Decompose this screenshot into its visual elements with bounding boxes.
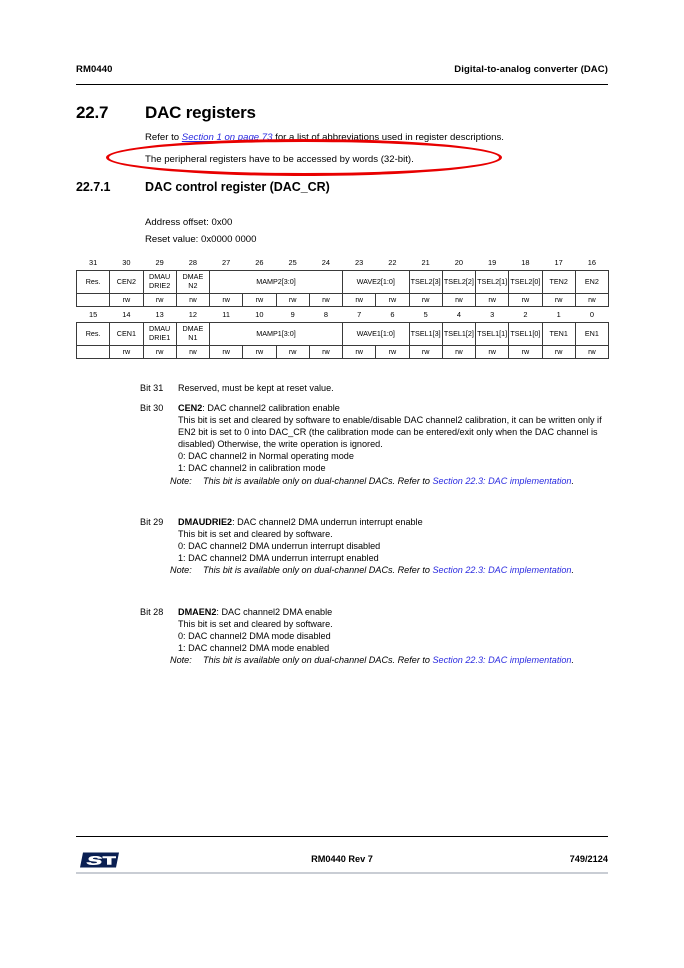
register-bit-table-high — [76, 257, 609, 307]
bit-access: rw — [176, 346, 209, 359]
bit-field-name: TSEL2[1] — [476, 271, 509, 294]
register-bit-table-low — [76, 309, 609, 359]
bit-access: rw — [210, 346, 243, 359]
bit-number: 7 — [357, 309, 362, 319]
bit-description-title: DMAEN2: DAC channel2 DMA enable — [178, 607, 333, 617]
bit-field-name: WAVE1[1:0] — [343, 323, 410, 346]
bit-description-title: DMAUDRIE2: DAC channel2 DMA underrun interrupt enable — [178, 517, 423, 527]
bit-description-line: 0: DAC channel2 DMA underrun interrupt disabled — [178, 541, 381, 552]
bit-access: rw — [276, 294, 309, 307]
bit-access: rw — [243, 294, 276, 307]
bit-number: 3 — [490, 309, 495, 319]
bit-access: rw — [276, 346, 309, 359]
bit-description — [140, 382, 620, 394]
bit-number: 21 — [421, 257, 430, 267]
bit-description-note — [170, 654, 620, 666]
bit-description — [140, 516, 620, 576]
bit-access: rw — [243, 346, 276, 359]
bit-number: 23 — [355, 257, 364, 267]
bit-number: 16 — [587, 257, 596, 267]
bit-number: 15 — [89, 309, 98, 319]
header-doc-id: RM0440 — [76, 64, 113, 75]
header-chapter-title: Digital-to-analog converter (DAC) — [454, 64, 608, 75]
bit-access-empty — [77, 294, 110, 307]
note-keyword: Note: — [170, 475, 192, 486]
bit-number: 14 — [122, 309, 131, 319]
bit-description-title: CEN2: DAC channel2 calibration enable — [178, 403, 340, 413]
section-1-link[interactable]: Section 1 on page 73 — [181, 132, 273, 143]
bit-field-name: MAMP2[3:0] — [210, 271, 343, 294]
bit-access: rw — [376, 294, 409, 307]
dac-implementation-link[interactable]: Section 22.3: DAC implementation — [432, 655, 572, 666]
bit-access: rw — [409, 346, 442, 359]
bit-access: rw — [343, 346, 376, 359]
bit-field-name: CEN2 — [110, 271, 143, 294]
page-running-header — [76, 64, 608, 75]
dac-implementation-link[interactable]: Section 22.3: DAC implementation — [432, 565, 572, 576]
bit-access: rw — [376, 346, 409, 359]
bit-description-label: Bit 30 — [140, 403, 164, 413]
bit-description-line: 0: DAC channel2 DMA mode disabled — [178, 631, 331, 642]
bit-field-name: EN1 — [575, 323, 608, 346]
bit-field-reserved: Res. — [77, 271, 110, 294]
footer-divider — [76, 836, 608, 837]
section-number: 22.7 — [76, 103, 109, 122]
note-body: This bit is available only on dual-channel DACs. Refer to Section 22.3: DAC implementation. — [203, 655, 575, 666]
bit-field-name: TSEL1[1] — [476, 323, 509, 346]
bit-access-row-low — [77, 346, 609, 359]
bit-field-name: DMAU DRIE2 — [143, 271, 176, 294]
bit-access: rw — [210, 294, 243, 307]
bit-access: rw — [476, 346, 509, 359]
peripheral-access-note: The peripheral registers have to be accessed by words (32-bit). — [145, 154, 414, 165]
subsection-number: 22.7.1 — [76, 180, 111, 194]
bit-field-name: TSEL1[3] — [409, 323, 442, 346]
bit-description-line: This bit is set and cleared by software. — [178, 529, 333, 540]
bit-number: 27 — [222, 257, 231, 267]
bit-field-name: TSEL1[0] — [509, 323, 542, 346]
bit-number: 2 — [523, 309, 528, 319]
bit-access: rw — [476, 294, 509, 307]
footer-bottom-divider — [76, 872, 608, 874]
bit-number: 13 — [155, 309, 164, 319]
bit-description-note — [170, 475, 620, 487]
bit-access: rw — [343, 294, 376, 307]
bit-description-line: This bit is set and cleared by software to enable/disable DAC channel2 calibration, it can be written only if EN2 bit is set to 0 into DAC_CR (the calibration mode can be entered/exit only when the DAC channel is disabled) Otherwise, the write operation is ignored. — [178, 415, 602, 450]
bit-field-identifier: DMAUDRIE2 — [178, 517, 233, 527]
bit-number: 29 — [155, 257, 164, 267]
footer-revision: RM0440 Rev 7 — [311, 854, 373, 864]
bit-access: rw — [110, 294, 143, 307]
bit-number: 6 — [390, 309, 395, 319]
bit-number: 28 — [188, 257, 197, 267]
note-body: This bit is available only on dual-channel DACs. Refer to Section 22.3: DAC implementation. — [203, 565, 575, 576]
bit-access: rw — [509, 346, 542, 359]
bit-description-line: 1: DAC channel2 DMA underrun interrupt enabled — [178, 553, 379, 564]
bit-access: rw — [143, 294, 176, 307]
bit-field-name: TSEL2[0] — [509, 271, 542, 294]
bit-number: 17 — [554, 257, 563, 267]
bit-number-row-low — [77, 309, 609, 323]
bit-access: rw — [309, 294, 342, 307]
bit-number: 12 — [188, 309, 197, 319]
bit-description-title: Reserved, must be kept at reset value. — [178, 383, 334, 393]
footer-page-number: 749/2124 — [569, 854, 608, 864]
bit-field-name: DMAE N1 — [176, 323, 209, 346]
bit-access-empty — [77, 346, 110, 359]
bit-access: rw — [409, 294, 442, 307]
bit-field-name: DMAE N2 — [176, 271, 209, 294]
bit-field-name: EN2 — [575, 271, 608, 294]
bit-number: 4 — [456, 309, 461, 319]
bit-access: rw — [143, 346, 176, 359]
bit-field-name: WAVE2[1:0] — [343, 271, 410, 294]
bit-field-name: TSEL2[2] — [442, 271, 475, 294]
bit-access: rw — [575, 294, 608, 307]
bit-access: rw — [309, 346, 342, 359]
bit-description-line: 0: DAC channel2 in Normal operating mode — [178, 451, 354, 462]
bit-field-row-high — [77, 271, 609, 294]
bit-number: 8 — [323, 309, 328, 319]
bit-description-line: 1: DAC channel2 DMA mode enabled — [178, 643, 330, 654]
bit-field-name: TEN2 — [542, 271, 575, 294]
bit-number: 18 — [521, 257, 530, 267]
bit-access-row-high — [77, 294, 609, 307]
bit-access: rw — [442, 294, 475, 307]
bit-description — [140, 402, 620, 487]
header-divider — [76, 84, 608, 85]
bit-field-reserved: Res. — [77, 323, 110, 346]
bit-number: 11 — [222, 309, 230, 319]
dac-implementation-link[interactable]: Section 22.3: DAC implementation — [432, 475, 572, 486]
note-keyword: Note: — [170, 565, 192, 576]
bit-access: rw — [176, 294, 209, 307]
bit-number: 9 — [290, 309, 295, 319]
bit-access: rw — [442, 346, 475, 359]
bit-field-name: TSEL2[3] — [409, 271, 442, 294]
section-title: DAC registers — [145, 103, 256, 122]
bit-number: 30 — [122, 257, 131, 267]
address-offset-line: Address offset: 0x00 — [145, 217, 233, 228]
bit-description-label: Bit 28 — [140, 607, 164, 617]
bit-access: rw — [509, 294, 542, 307]
bit-number: 19 — [488, 257, 497, 267]
bit-description — [140, 606, 620, 666]
bit-number: 26 — [255, 257, 264, 267]
bit-field-row-low — [77, 323, 609, 346]
bit-field-name: CEN1 — [110, 323, 143, 346]
bit-number: 0 — [589, 309, 594, 319]
section-heading — [76, 103, 608, 123]
bit-field-name: DMAU DRIE1 — [143, 323, 176, 346]
bit-access: rw — [542, 294, 575, 307]
note-keyword: Note: — [170, 655, 192, 666]
bit-field-name: MAMP1[3:0] — [210, 323, 343, 346]
bit-field-name: TEN1 — [542, 323, 575, 346]
bit-description-note — [170, 564, 620, 576]
bit-number: 24 — [321, 257, 330, 267]
bit-number: 22 — [388, 257, 397, 267]
bit-description-line: 1: DAC channel2 in calibration mode — [178, 463, 326, 474]
reset-value-line: Reset value: 0x0000 0000 — [145, 234, 257, 245]
bit-number: 31 — [89, 257, 98, 267]
bit-number: 10 — [255, 309, 264, 319]
bit-number: 5 — [423, 309, 428, 319]
bit-access: rw — [110, 346, 143, 359]
bit-access: rw — [575, 346, 608, 359]
bit-description-label: Bit 31 — [140, 383, 164, 393]
note-body: This bit is available only on dual-channel DACs. Refer to Section 22.3: DAC implementation. — [203, 475, 575, 486]
intro-suffix: for a list of abbreviations used in register descriptions. — [272, 132, 504, 143]
subsection-title: DAC control register (DAC_CR) — [145, 180, 330, 194]
intro-paragraph — [145, 131, 615, 144]
subsection-heading — [76, 180, 608, 194]
bit-description-line: This bit is set and cleared by software. — [178, 619, 333, 630]
bit-field-identifier: DMAEN2 — [178, 607, 217, 617]
bit-field-identifier: CEN2 — [178, 403, 203, 413]
bit-number: 1 — [556, 309, 561, 319]
bit-access: rw — [542, 346, 575, 359]
page-footer — [76, 848, 608, 874]
intro-prefix: Refer to — [145, 132, 182, 143]
bit-number: 25 — [288, 257, 297, 267]
bit-number-row-high — [77, 257, 609, 271]
bit-number: 20 — [454, 257, 463, 267]
bit-description-label: Bit 29 — [140, 517, 164, 527]
bit-field-name: TSEL1[2] — [442, 323, 475, 346]
